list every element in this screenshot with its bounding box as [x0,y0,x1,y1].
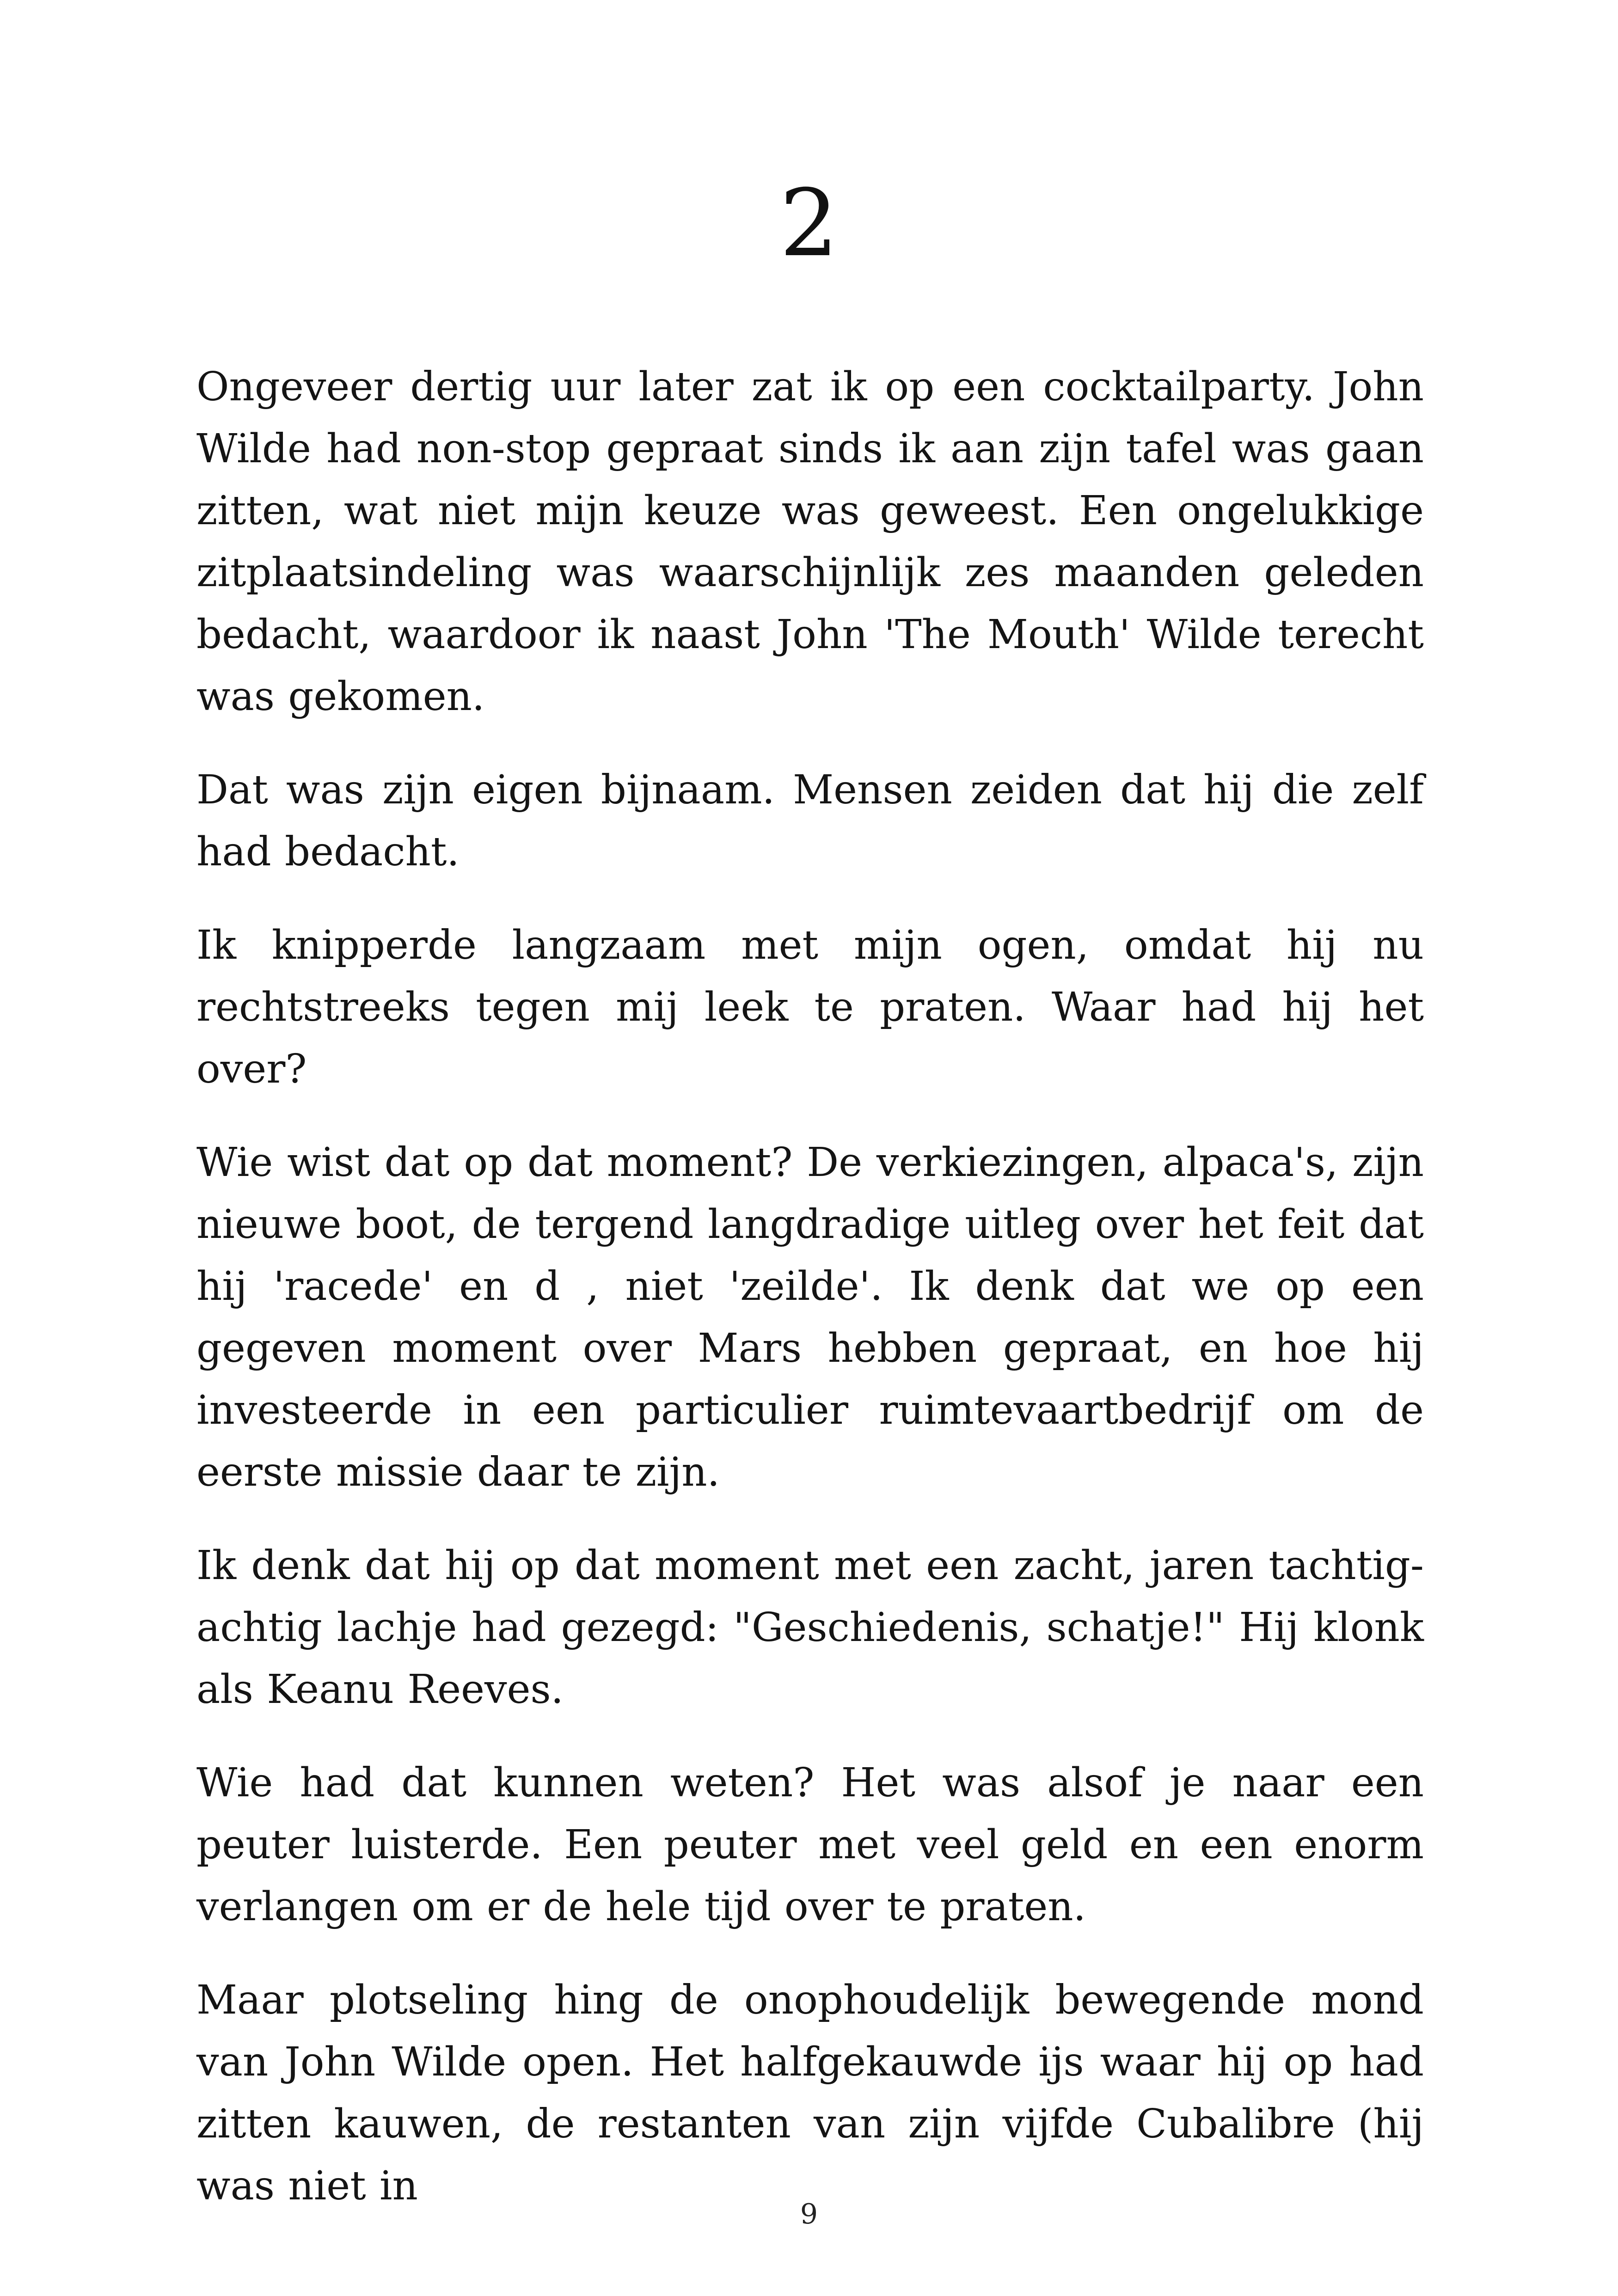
paragraph: Wie wist dat op dat moment? De verkiezingen, alpaca's, zijn nieuwe boot, de tergend langdradige uitleg over het feit dat hij 'racede' en d , niet 'zeilde'. Ik denk dat we op een gegeven moment over Mars hebben gepraat, en hoe hij investeerde in een particulier ruimtevaartbedrijf om de eerste missie daar te zijn. [196,1139,1424,1495]
paragraph: Dat was zijn eigen bijnaam. Mensen zeiden dat hij die zelf had bedacht. [196,767,1424,875]
paragraph: Wie had dat kunnen weten? Het was alsof je naar een peuter luisterde. Een peuter met veel geld en een enorm verlangen om er de hele tijd over te praten. [196,1760,1424,1930]
paragraph: Ik denk dat hij op dat moment met een zacht, jaren tachtig-achtig lachje had gezegd: "Geschiedenis, schatje!" Hij klonk als Keanu Reeves. [196,1543,1424,1713]
page-number: 9 [800,2198,818,2230]
body-text [196,356,1424,2248]
chapter-number: 2 [779,170,839,277]
paragraph: Maar plotseling hing de onophoudelijk bewegende mond van John Wilde open. Het halfgekauwde ijs waar hij op had zitten kauwen, de restanten van zijn vijfde Cubalibre (hij was niet in [196,1977,1424,2209]
paragraph: Ongeveer dertig uur later zat ik op een cocktailparty. John Wilde had non-stop gepraat sinds ik aan zijn tafel was gaan zitten, wat niet mijn keuze was geweest. Een ongelukkige zitplaatsindeling was waarschijnlijk zes maanden geleden bedacht, waardoor ik naast John 'The Mouth' Wilde terecht was gekomen. [196,364,1424,720]
paragraph: Ik knipperde langzaam met mijn ogen, omdat hij nu rechtstreeks tegen mij leek te praten. Waar had hij het over? [196,922,1424,1092]
